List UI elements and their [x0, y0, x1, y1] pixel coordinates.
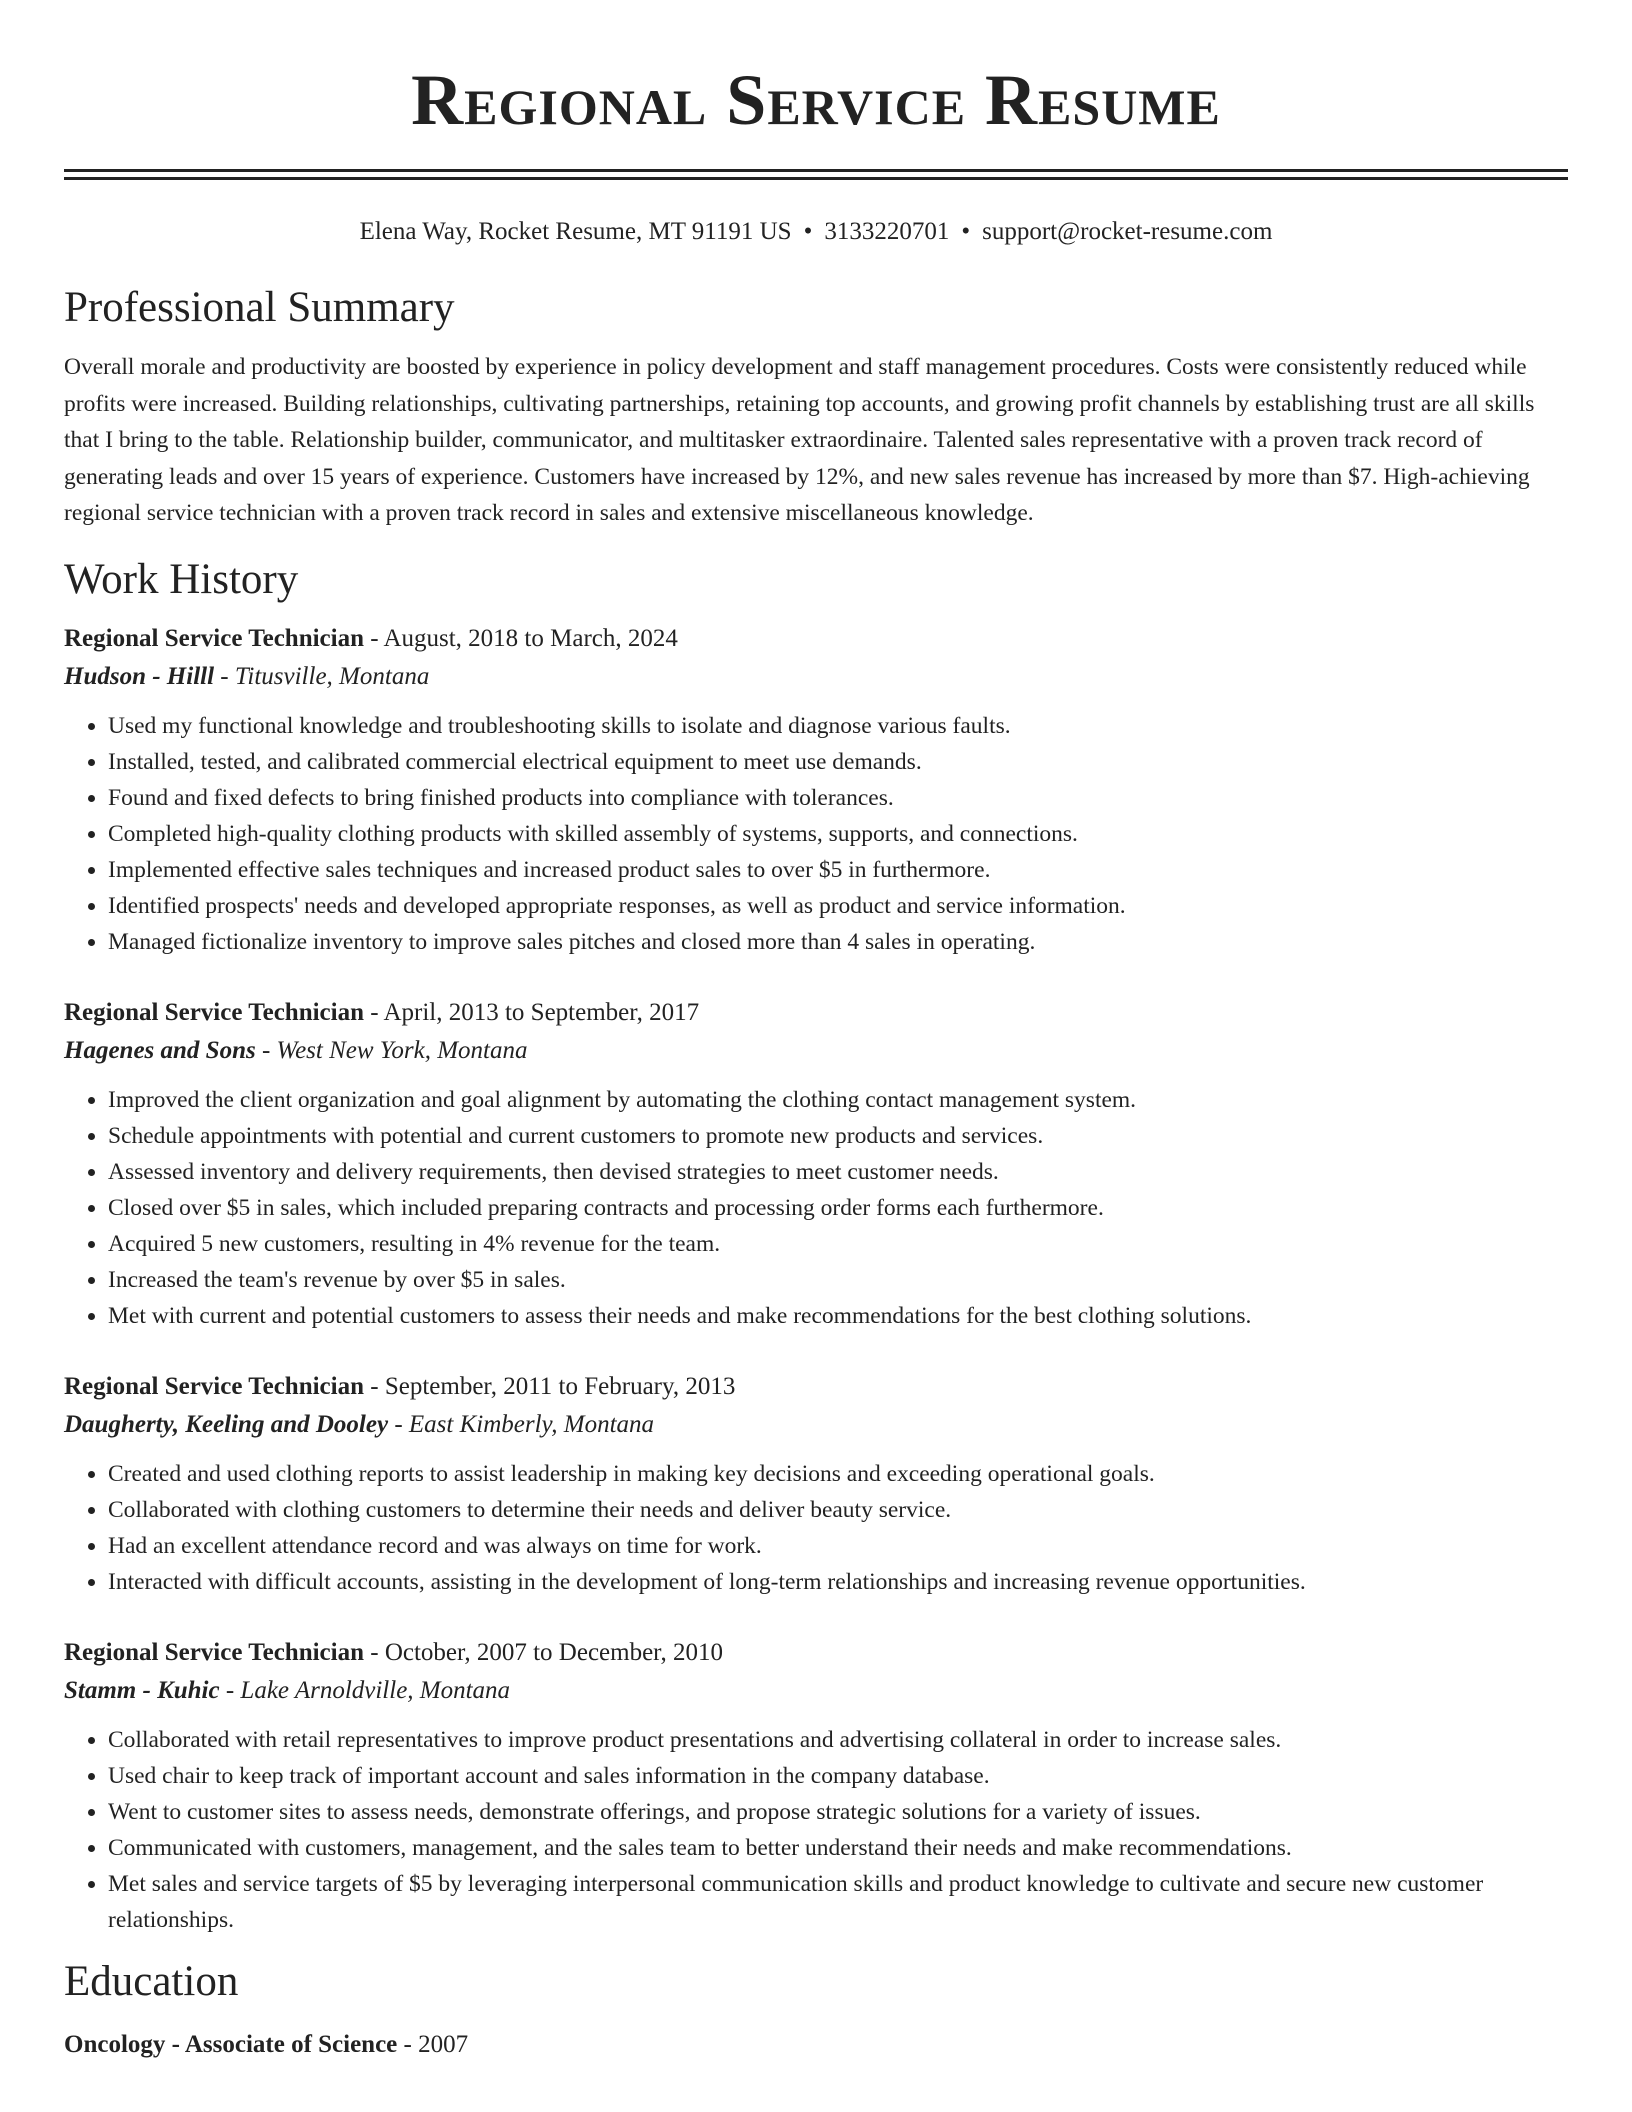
summary-text: Overall morale and productivity are boosted by experience in policy development and staff management procedures. Costs were consistently reduced while profits were increased. Building relationships, cultivating partnerships, retaining top accounts, and growing profit channels by establishing trust are all skills that I bring to the table. Relationship builder, communicator, and multitasker extraordinaire. Talented sales representative with a proven track record of generating leads and over 15 years of experience. Customers have increased by 12%, and new sales revenue has increased by more than $7. High-achieving regional service technician with a proven track record in sales and extensive miscellaneous knowledge. — [64, 354, 1535, 526]
work-history-heading: Work History — [64, 555, 299, 603]
contact-phone: 3133220701 — [824, 218, 950, 245]
job-bullets — [64, 708, 1568, 960]
job-bullet: • Identified prospects' needs and developed appropriate responses, as well as product and service information. — [108, 888, 1568, 924]
summary-heading: Professional Summary — [64, 284, 455, 331]
title-divider-top — [64, 169, 1568, 172]
job-bullet: • Met with current and potential customers to assess their needs and make recommendations for the best clothing solutions. — [108, 1298, 1568, 1334]
job-title-line — [64, 1368, 1568, 1406]
job-title: Regional Service Technician — [64, 1638, 364, 1666]
job-title-line — [64, 1634, 1568, 1672]
education-degree: Oncology - Associate of Science — [64, 2030, 398, 2058]
resume-title: Regional Service Resume — [411, 60, 1221, 140]
summary-section — [64, 282, 1568, 532]
job-company-line — [64, 1406, 1568, 1444]
job-company: Hudson - Hilll — [64, 662, 215, 690]
job-entry — [64, 1368, 1568, 1600]
job-bullet: • Found and fixed defects to bring finished products into compliance with tolerances. — [108, 780, 1568, 816]
job-dates: - September, 2011 to February, 2013 — [364, 1372, 736, 1400]
job-bullet: • Implemented effective sales techniques and increased product sales to over $5 in furthermore. — [108, 852, 1568, 888]
job-bullet: • Assessed inventory and delivery requirements, then devised strategies to meet customer needs. — [108, 1154, 1568, 1190]
job-bullets — [64, 1722, 1568, 1938]
job-entry — [64, 994, 1568, 1334]
job-bullets — [64, 1456, 1568, 1600]
job-company-line — [64, 1032, 1568, 1070]
job-entry — [64, 620, 1568, 960]
job-bullet: • Acquired 5 new customers, resulting in 4% revenue for the team. — [108, 1226, 1568, 1262]
job-bullet: • Increased the team's revenue by over $5 in sales. — [108, 1262, 1568, 1298]
job-company: Hagenes and Sons — [64, 1036, 256, 1064]
contact-separator: • — [961, 218, 971, 245]
job-bullet: • Completed high-quality clothing products with skilled assembly of systems, supports, and connections. — [108, 816, 1568, 852]
education-entry — [64, 2026, 1568, 2064]
education-heading: Education — [64, 1957, 239, 2005]
job-location: - East Kimberly, Montana — [388, 1410, 655, 1438]
job-title: Regional Service Technician — [64, 998, 364, 1026]
job-location: - Titusville, Montana — [214, 662, 430, 690]
job-bullet: • Managed fictionalize inventory to improve sales pitches and closed more than 4 sales in operating. — [108, 924, 1568, 960]
job-bullet: • Interacted with difficult accounts, assisting in the development of long-term relationships and increasing revenue opportunities. — [108, 1564, 1568, 1600]
job-title: Regional Service Technician — [64, 1372, 364, 1400]
job-company-line — [64, 1672, 1568, 1710]
job-bullet: • Installed, tested, and calibrated commercial electrical equipment to meet use demands. — [108, 744, 1568, 780]
work-history-section — [64, 554, 1568, 1938]
job-bullet: • Schedule appointments with potential and current customers to promote new products and services. — [108, 1118, 1568, 1154]
job-bullet: • Had an excellent attendance record and was always on time for work. — [108, 1528, 1568, 1564]
contact-separator: • — [803, 218, 813, 245]
contact-email: support@rocket-resume.com — [982, 218, 1273, 245]
job-dates: - October, 2007 to December, 2010 — [364, 1638, 723, 1666]
job-dates: - August, 2018 to March, 2024 — [364, 624, 678, 652]
job-dates: - April, 2013 to September, 2017 — [364, 998, 700, 1026]
job-bullet: • Created and used clothing reports to assist leadership in making key decisions and exceeding operational goals. — [108, 1456, 1568, 1492]
job-bullet: • Communicated with customers, management, and the sales team to better understand their needs and make recommendations. — [108, 1830, 1568, 1866]
job-bullet: • Met sales and service targets of $5 by leveraging interpersonal communication skills and product knowledge to cultivate and secure new customer relationships. — [108, 1866, 1568, 1938]
job-title-line — [64, 994, 1568, 1032]
education-year: - 2007 — [397, 2030, 469, 2058]
job-location: - Lake Arnoldville, Montana — [219, 1676, 511, 1704]
job-company: Stamm - Kuhic — [64, 1676, 220, 1704]
job-company-line — [64, 658, 1568, 696]
contact-line — [64, 216, 1568, 248]
job-bullet: • Collaborated with clothing customers to determine their needs and deliver beauty service. — [108, 1492, 1568, 1528]
job-bullet: • Improved the client organization and goal alignment by automating the clothing contact management system. — [108, 1082, 1568, 1118]
job-bullet: • Used chair to keep track of important account and sales information in the company database. — [108, 1758, 1568, 1794]
contact-address: Elena Way, Rocket Resume, MT 91191 US — [359, 218, 792, 245]
job-bullet: • Used my functional knowledge and troubleshooting skills to isolate and diagnose various faults. — [108, 708, 1568, 744]
education-section — [64, 1956, 1568, 2064]
job-entry — [64, 1634, 1568, 1938]
title-divider-bottom — [64, 177, 1568, 180]
job-bullet: • Closed over $5 in sales, which included preparing contracts and processing order forms each furthermore. — [108, 1190, 1568, 1226]
job-bullets — [64, 1082, 1568, 1334]
job-company: Daugherty, Keeling and Dooley — [64, 1410, 389, 1438]
job-bullet: • Went to customer sites to assess needs, demonstrate offerings, and propose strategic solutions for a variety of issues. — [108, 1794, 1568, 1830]
job-bullet: • Collaborated with retail representatives to improve product presentations and advertising collateral in order to increase sales. — [108, 1722, 1568, 1758]
job-location: - West New York, Montana — [255, 1036, 528, 1064]
job-title-line — [64, 620, 1568, 658]
job-title: Regional Service Technician — [64, 624, 364, 652]
